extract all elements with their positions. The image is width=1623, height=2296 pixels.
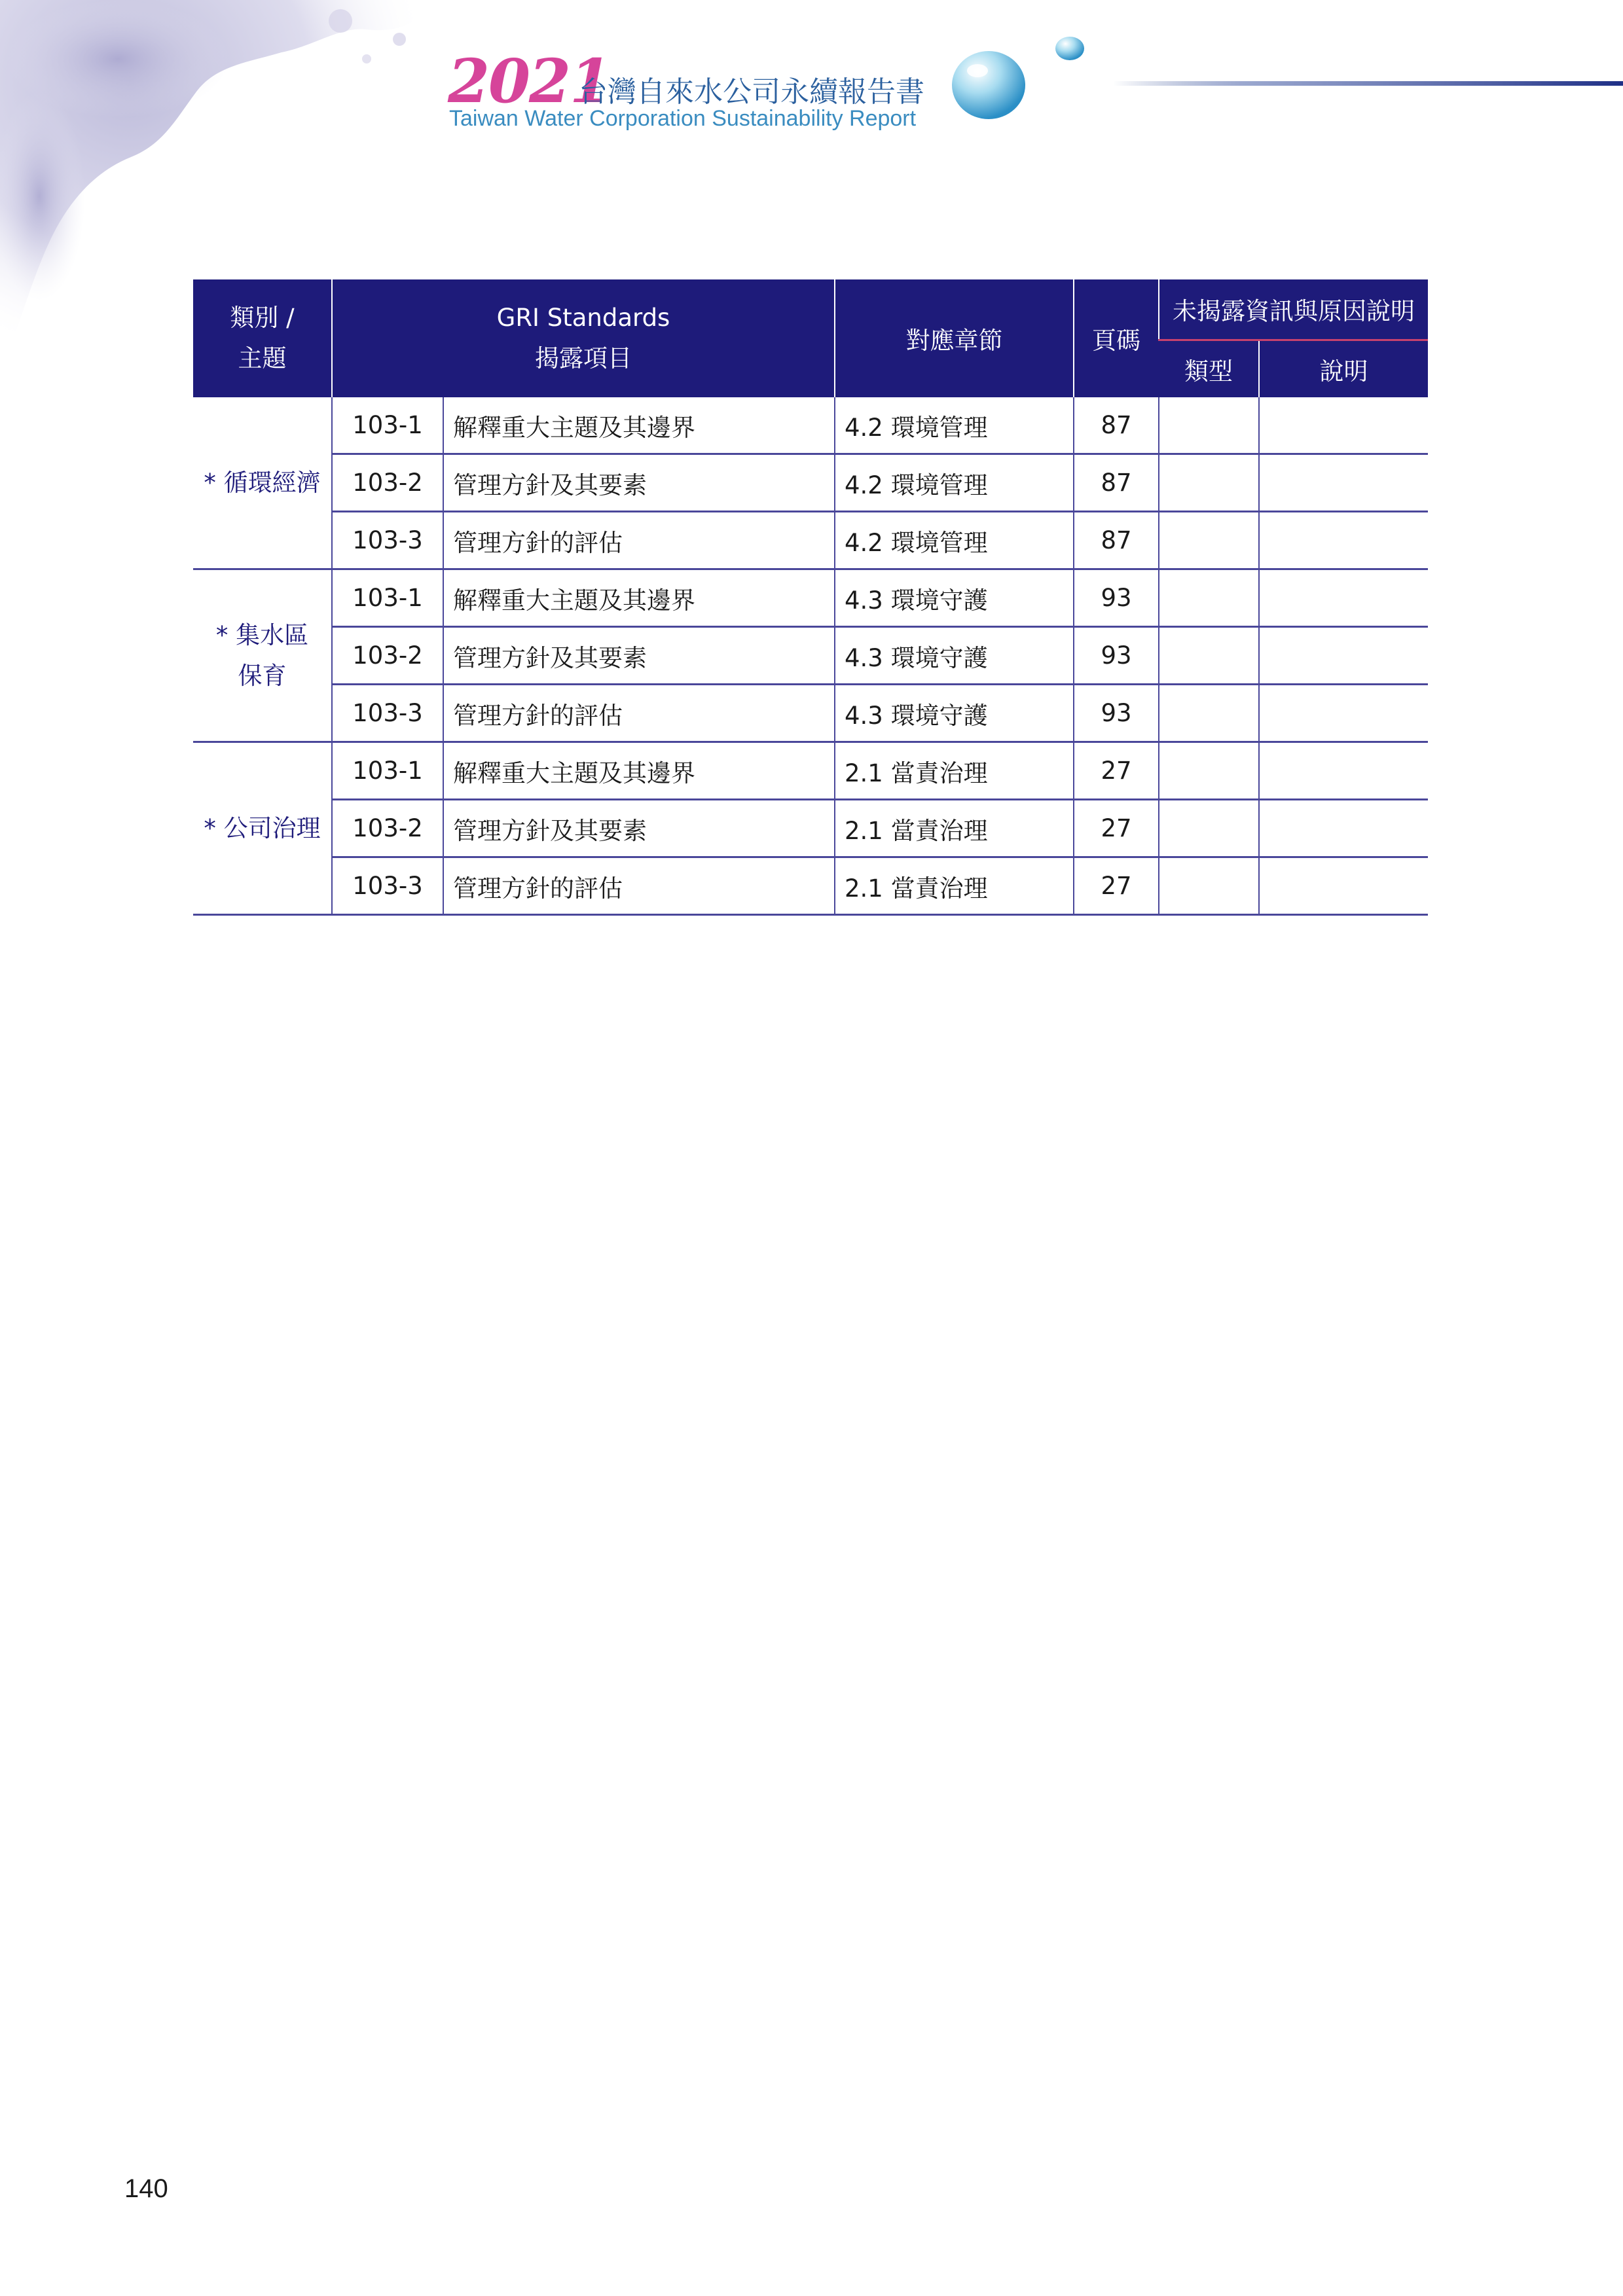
omission-type-cell (1159, 454, 1259, 512)
table-row (193, 454, 1428, 512)
code-cell: 103-3 (332, 857, 443, 915)
omission-type-cell (1159, 685, 1259, 742)
page-cell: 93 (1074, 569, 1159, 627)
table-row (193, 857, 1428, 915)
code-cell: 103-3 (332, 685, 443, 742)
water-bubble-icon (948, 46, 1033, 124)
table-row (193, 397, 1428, 454)
category-label: 保育 (238, 661, 287, 690)
chapter-cell: 4.2 環境管理 (835, 512, 1074, 569)
header-category (193, 279, 332, 397)
header-omission-desc: 說明 (1259, 340, 1428, 397)
header-page: 頁碼 (1074, 279, 1159, 397)
page-cell: 93 (1074, 627, 1159, 685)
omission-type-cell (1159, 742, 1259, 800)
omission-type-cell (1159, 569, 1259, 627)
table-row (193, 800, 1428, 857)
header-omission: 未揭露資訊與原因說明 (1159, 279, 1428, 340)
report-title-zh: 台灣自來水公司永續報告書 (579, 75, 924, 109)
omission-desc-cell (1259, 512, 1428, 569)
item-cell: 管理方針及其要素 (443, 627, 835, 685)
code-cell: 103-2 (332, 800, 443, 857)
category-label: * 循環經濟 (204, 468, 321, 497)
header-rule (1113, 77, 1623, 90)
omission-type-cell (1159, 512, 1259, 569)
omission-desc-cell (1259, 685, 1428, 742)
item-cell: 管理方針及其要素 (443, 454, 835, 512)
header-gri-line2: 揭露項目 (535, 344, 632, 372)
item-cell: 解釋重大主題及其邊界 (443, 742, 835, 800)
chapter-cell: 4.2 環境管理 (835, 454, 1074, 512)
table-row (193, 742, 1428, 800)
chapter-cell: 4.3 環境守護 (835, 685, 1074, 742)
header-chapter: 對應章節 (835, 279, 1074, 397)
chapter-cell: 4.2 環境管理 (835, 397, 1074, 454)
chapter-cell: 2.1 當責治理 (835, 857, 1074, 915)
omission-desc-cell (1259, 397, 1428, 454)
gri-index-table (193, 279, 1428, 916)
table-row (193, 569, 1428, 627)
item-cell: 管理方針的評估 (443, 857, 835, 915)
code-cell: 103-1 (332, 397, 443, 454)
omission-desc-cell (1259, 569, 1428, 627)
omission-desc-cell (1259, 627, 1428, 685)
item-cell: 管理方針的評估 (443, 685, 835, 742)
omission-desc-cell (1259, 742, 1428, 800)
category-label: * 集水區 (215, 620, 309, 649)
category-cell (193, 742, 332, 915)
code-cell: 103-3 (332, 512, 443, 569)
chapter-cell: 4.3 環境守護 (835, 627, 1074, 685)
header-omission-type: 類型 (1159, 340, 1259, 397)
report-title-en: Taiwan Water Corporation Sustainability Report (449, 106, 917, 131)
table-row (193, 627, 1428, 685)
item-cell: 管理方針及其要素 (443, 800, 835, 857)
report-year: 2021 (448, 46, 611, 117)
page-cell: 27 (1074, 742, 1159, 800)
page-number: 140 (124, 2174, 168, 2203)
header-gri (332, 279, 835, 397)
code-cell: 103-1 (332, 742, 443, 800)
code-cell: 103-2 (332, 454, 443, 512)
item-cell: 管理方針的評估 (443, 512, 835, 569)
page-cell: 27 (1074, 857, 1159, 915)
page-cell: 87 (1074, 454, 1159, 512)
water-drop-icon (1050, 31, 1089, 64)
page-cell: 93 (1074, 685, 1159, 742)
chapter-cell: 4.3 環境守護 (835, 569, 1074, 627)
header-category-line2: 主題 (238, 344, 287, 372)
table-row (193, 512, 1428, 569)
omission-type-cell (1159, 397, 1259, 454)
omission-type-cell (1159, 627, 1259, 685)
item-cell: 解釋重大主題及其邊界 (443, 569, 835, 627)
page-cell: 87 (1074, 397, 1159, 454)
header-gri-line1: GRI Standards (496, 304, 670, 332)
category-label: * 公司治理 (204, 814, 321, 842)
omission-desc-cell (1259, 800, 1428, 857)
category-cell (193, 569, 332, 742)
item-cell: 解釋重大主題及其邊界 (443, 397, 835, 454)
omission-type-cell (1159, 800, 1259, 857)
omission-desc-cell (1259, 454, 1428, 512)
omission-desc-cell (1259, 857, 1428, 915)
code-cell: 103-2 (332, 627, 443, 685)
chapter-cell: 2.1 當責治理 (835, 800, 1074, 857)
code-cell: 103-1 (332, 569, 443, 627)
page-cell: 27 (1074, 800, 1159, 857)
category-cell (193, 397, 332, 569)
omission-type-cell (1159, 857, 1259, 915)
page-cell: 87 (1074, 512, 1159, 569)
table-row (193, 685, 1428, 742)
chapter-cell: 2.1 當責治理 (835, 742, 1074, 800)
header-category-line1: 類別 / (230, 304, 295, 332)
